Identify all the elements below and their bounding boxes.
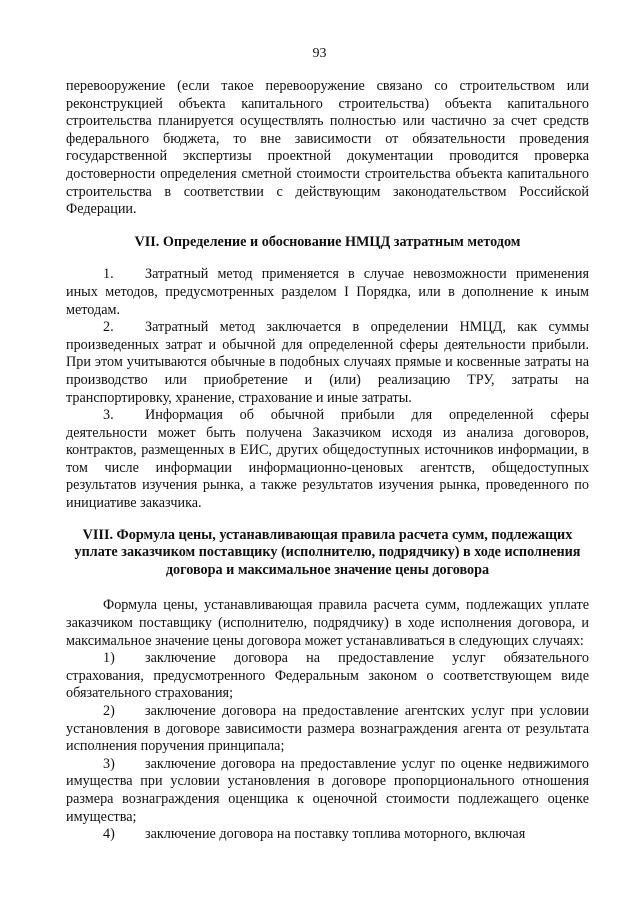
- section-8-lead: Формула цены, устанавливающая правила расчета сумм, подлежащих уплате заказчиком поставщику (исполнителю, подрядчику) в ходе исполнения договора, и максимальное значение цены договора может устанавливаться в следующих случаях:: [66, 597, 589, 649]
- section-8-item-1: [66, 650, 589, 703]
- item-text: Затратный метод применяется в случае невозможности применения иных методов, предусмотренных разделом I Порядка, или в дополнение к иным методам.: [66, 266, 589, 318]
- section-7-item-2: [66, 319, 589, 407]
- item-number: 2): [103, 703, 115, 719]
- item-number: 3.: [103, 407, 114, 424]
- intro-paragraph: перевооружение (если такое перевооружение связано со строительством или реконструкцией объекта капитального строительства) объекта капитального строительства планируется осуществлять полностью или частично за счет средств федерального бюджета, то вне зависимости от обязательности проведения государственной экспертизы проектной документации проводится проверка достоверности определения сметной стоимости строительства объекта капитального строительства в соответствии с действующим законодательством Российской Федерации.: [66, 78, 589, 218]
- item-text: заключение договора на предоставление услуг по оценке недвижимого имущества при условии установления в договоре пропорционального отношения размера вознаграждения оценщика к оценочной стоимости подлежащего оценке имущества;: [66, 755, 589, 825]
- item-number: 1): [103, 650, 115, 667]
- item-number: 3): [103, 755, 115, 772]
- item-number: 1.: [103, 266, 114, 283]
- page-content: [66, 78, 589, 844]
- section-8-item-3: [66, 756, 589, 826]
- page-number: 93: [312, 46, 327, 61]
- item-text: заключение договора на предоставление услуг обязательного страхования, предусмотренного Федеральным законом о соответствующем виде обязательного страхования;: [66, 650, 589, 702]
- item-text: заключение договора на предоставление агентских услуг при условии установления в договоре зависимости размера вознаграждения агента от результата исполнения поручения принципала;: [66, 703, 589, 755]
- section-8-item-2: [66, 703, 589, 756]
- item-text: заключение договора на поставку топлива моторного, включая: [145, 826, 526, 843]
- section-7-item-3: [66, 407, 589, 513]
- item-number: 2.: [103, 319, 114, 336]
- section-7-heading: VII. Определение и обоснование НМЦД затратным методом: [134, 233, 521, 250]
- section-8-heading: VIII. Формула цены, устанавливающая правила расчета сумм, подлежащих уплате заказчиком поставщику (исполнителю, подрядчику) в ходе исполнения договора и максимальное значение цены договора: [74, 526, 581, 578]
- item-text: Затратный метод заключается в определении НМЦД, как суммы произведенных затрат и обычной для определенной сферы деятельности прибыли. При этом учитываются обычные в подобных случаях прямые и косвенные затраты на производство или приобретение и (или) реализацию ТРУ, затраты на транспортировку, хранение, страхование и иные затраты.: [66, 319, 589, 406]
- item-number: 4): [103, 826, 115, 843]
- section-7-item-1: [66, 266, 589, 319]
- section-8-item-4: [66, 826, 589, 844]
- item-text: Информация об обычной прибыли для определенной сферы деятельности может быть получена Заказчиком исходя из анализа договоров, контрактов, размещенных в ЕИС, других общедоступных источников информации, в том числе информации информационно-ценовых агентств, общедоступных результатов изучения рынка, а также результатов изучения рынка, проведенного по инициативе заказчика.: [66, 407, 589, 512]
